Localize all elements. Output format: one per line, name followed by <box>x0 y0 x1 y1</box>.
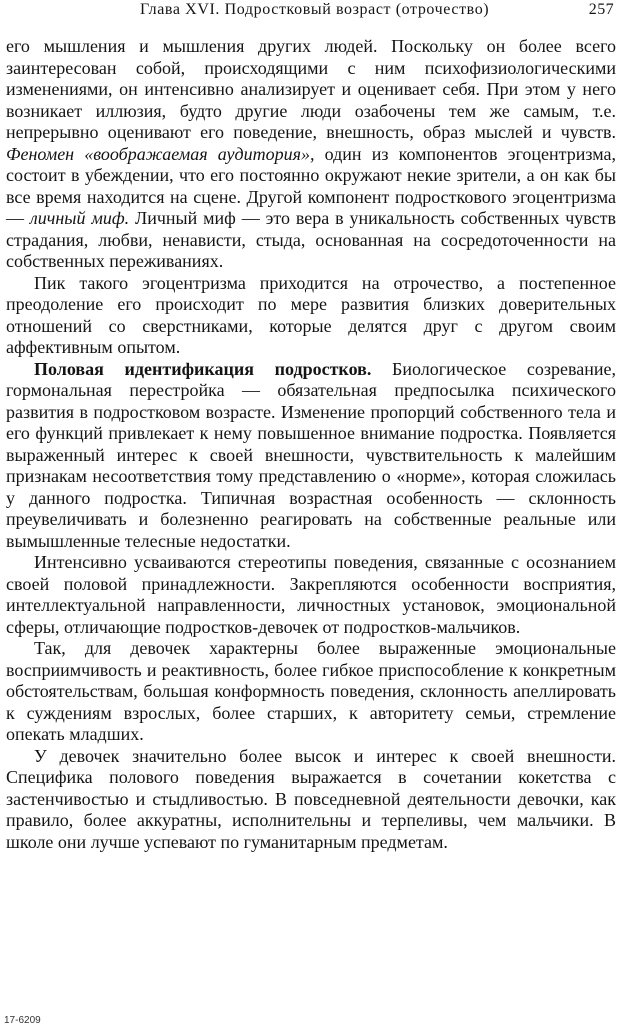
paragraph-egocentrism-peak <box>6 273 616 359</box>
term-personal-myth: личный миф. <box>29 208 130 228</box>
paragraph-girls-traits <box>6 638 616 746</box>
paragraph-stereotypes <box>6 552 616 638</box>
paragraph-text: его мышления и мышления других людей. Поскольку он более всего заинтересован собой, происходящими с ним психофизиологическими изменениями, он интенсивно анализирует и оценивает себя. При этом у него возникает иллюзия, будто другие люди озабочены тем же самым, т.е. непрерывно оценивают его поведение, внешность, образ мыслей и чувств. <box>6 36 616 142</box>
paragraph-text: Так, для девочек характерны более выраженные эмоциональные восприимчивость и реактивность, более гибкое приспособление к конкретным обстоятельствам, большая конформность поведения, склонность апеллировать к суждениям взрослых, более старших, к авторитету семьи, стремление опекать младших. <box>6 638 616 744</box>
paragraph-text: Биологическое созревание, гормональная перестройка — обязательная предпосылка психического развития в подростковом возрасте. Изменение пропорций собственного тела и его функций привлекает к нему повышенное внимание подростка. Появляется выраженный интерес к своей внешности, чувствительность к малейшим признакам несоответствия тому представлению о «норме», которая сложилась у данного подростка. Типичная возрастная особенность — склонность преувеличивать и болезненно реагировать на собственные реальные или вымышленные телесные недостатки. <box>6 358 616 551</box>
paragraph-sex-identification <box>6 359 616 553</box>
section-lead-heading: Половая идентификация подростков. <box>34 358 372 379</box>
printer-signature: 17-6209 <box>4 1015 41 1026</box>
running-header <box>0 0 620 26</box>
page-body <box>6 36 616 853</box>
paragraph-text: один из компонентов эгоцентризма, состоит в убеждении, что его постоянно окружают некие зрители, а он как бы все время находится на сцене. Другой компонент подросткового эгоцентризма — <box>6 143 616 228</box>
page-number: 257 <box>588 1 614 18</box>
paragraph-egocentrism <box>6 36 616 273</box>
paragraph-text: У девочек значительно более высок и интерес к своей внешности. Специфика полового поведения выражается в сочетании кокетства с застенчивостью и стыдливостью. В повседневной деятельности девочки, как правило, более аккуратны, исполнительны и терпеливы, чем мальчики. В школе они лучше успевают по гуманитарным предметам. <box>6 745 616 852</box>
term-imaginary-audience: Феномен «воображаемая аудитория», <box>6 143 315 164</box>
chapter-title: Глава XVI. Подростковый возраст (отрочество) <box>140 1 490 18</box>
paragraph-text: Интенсивно усваиваются стереотипы поведения, связанные с осознанием своей половой принадлежности. Закрепляются особенности восприятия, интеллектуальной направленности, личностных установок, эмоциональной сферы, отличающие подростков-девочек от подростков-мальчиков. <box>6 552 616 637</box>
paragraph-text: Личный миф — это вера в уникальность собственных чувств страдания, любви, ненависти, стыда, основанная на сосредоточенности на собственных переживаниях. <box>6 208 617 271</box>
paragraph-text: Пик такого эгоцентризма приходится на отрочество, а постепенное преодоление его происходит по мере развития близких доверительных отношений со сверстниками, которые делятся друг с другом своим аффективным опытом. <box>6 272 616 357</box>
paragraph-girls-appearance <box>6 746 616 854</box>
